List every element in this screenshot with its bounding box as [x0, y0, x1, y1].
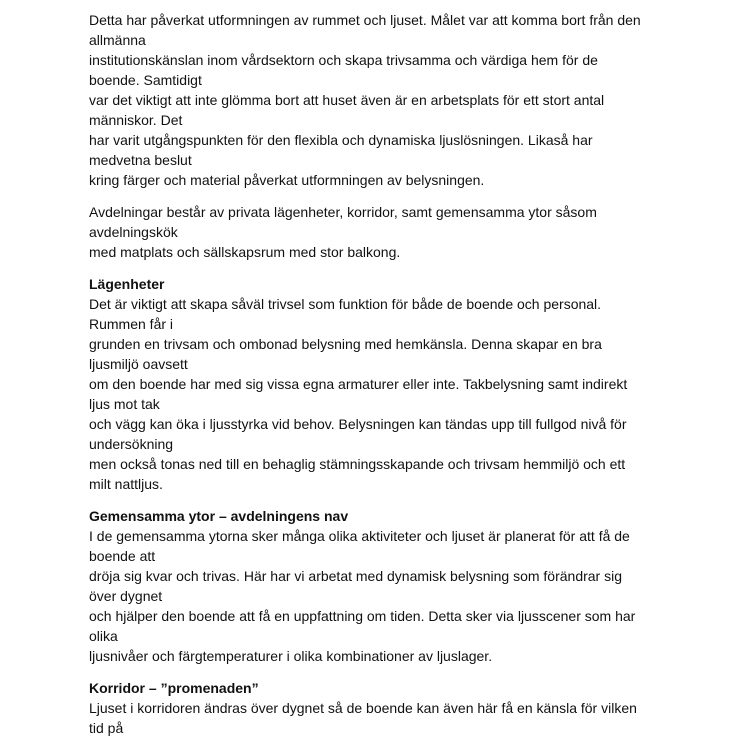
section-heading: Lägenheter	[89, 276, 165, 292]
section-common-areas	[89, 506, 649, 666]
section-body: Ljuset i korridoren ändras över dygnet så de boende kan även här få en känsla för vilken tid på	[89, 700, 637, 736]
intro-paragraph-1: Detta har påverkat utformningen av rummet och ljuset. Målet var att komma bort från den allmänna institutionskänslan inom vårdsektorn och skapa trivsamma och värdiga hem för de boende. Samtidigt var det viktigt att inte glömma bort att huset även är en arbetsplats för ett stort antal människor. Det har varit utgångspunkten för den flexibla och dynamiska ljuslösningen. Likaså har medvetna beslut kring färger och material påverkat utformningen av belysningen.	[89, 12, 641, 188]
section-body: I de gemensamma ytorna sker många olika aktiviteter och ljuset är planerat för att få de boende att dröja sig kvar och trivas. Här har vi arbetat med dynamisk belysning som förändrar sig över dygnet och hjälper den boende att få en uppfattning om tiden. Detta sker via ljusscener som har olika ljusnivåer och färgtemperaturer i olika kombinationer av ljuslager.	[89, 528, 636, 664]
section-corridor	[89, 678, 649, 738]
section-apartments	[89, 274, 649, 494]
section-body: Det är viktigt att skapa såväl trivsel som funktion för både de boende och personal. Rummen får i grunden en trivsam och ombonad belysning med hemkänsla. Denna skapar en bra ljusmiljö oavsett om den boende har med sig vissa egna armaturer eller inte. Takbelysning samt indirekt ljus mot tak och vägg kan öka i ljusstyrka vid behov. Belysningen kan tändas upp till fullgod nivå för undersökning men också tonas ned till en behaglig stämningsskapande och trivsam hemmiljö och ett milt nattljus.	[89, 296, 628, 492]
section-heading: Korridor – ”promenaden”	[89, 680, 259, 696]
section-heading: Gemensamma ytor – avdelningens nav	[89, 508, 349, 524]
intro-paragraph-2: Avdelningar består av privata lägenheter, korridor, samt gemensamma ytor såsom avdelningskök med matplats och sällskapsrum med stor balkong.	[89, 204, 597, 260]
document-body	[89, 10, 649, 750]
